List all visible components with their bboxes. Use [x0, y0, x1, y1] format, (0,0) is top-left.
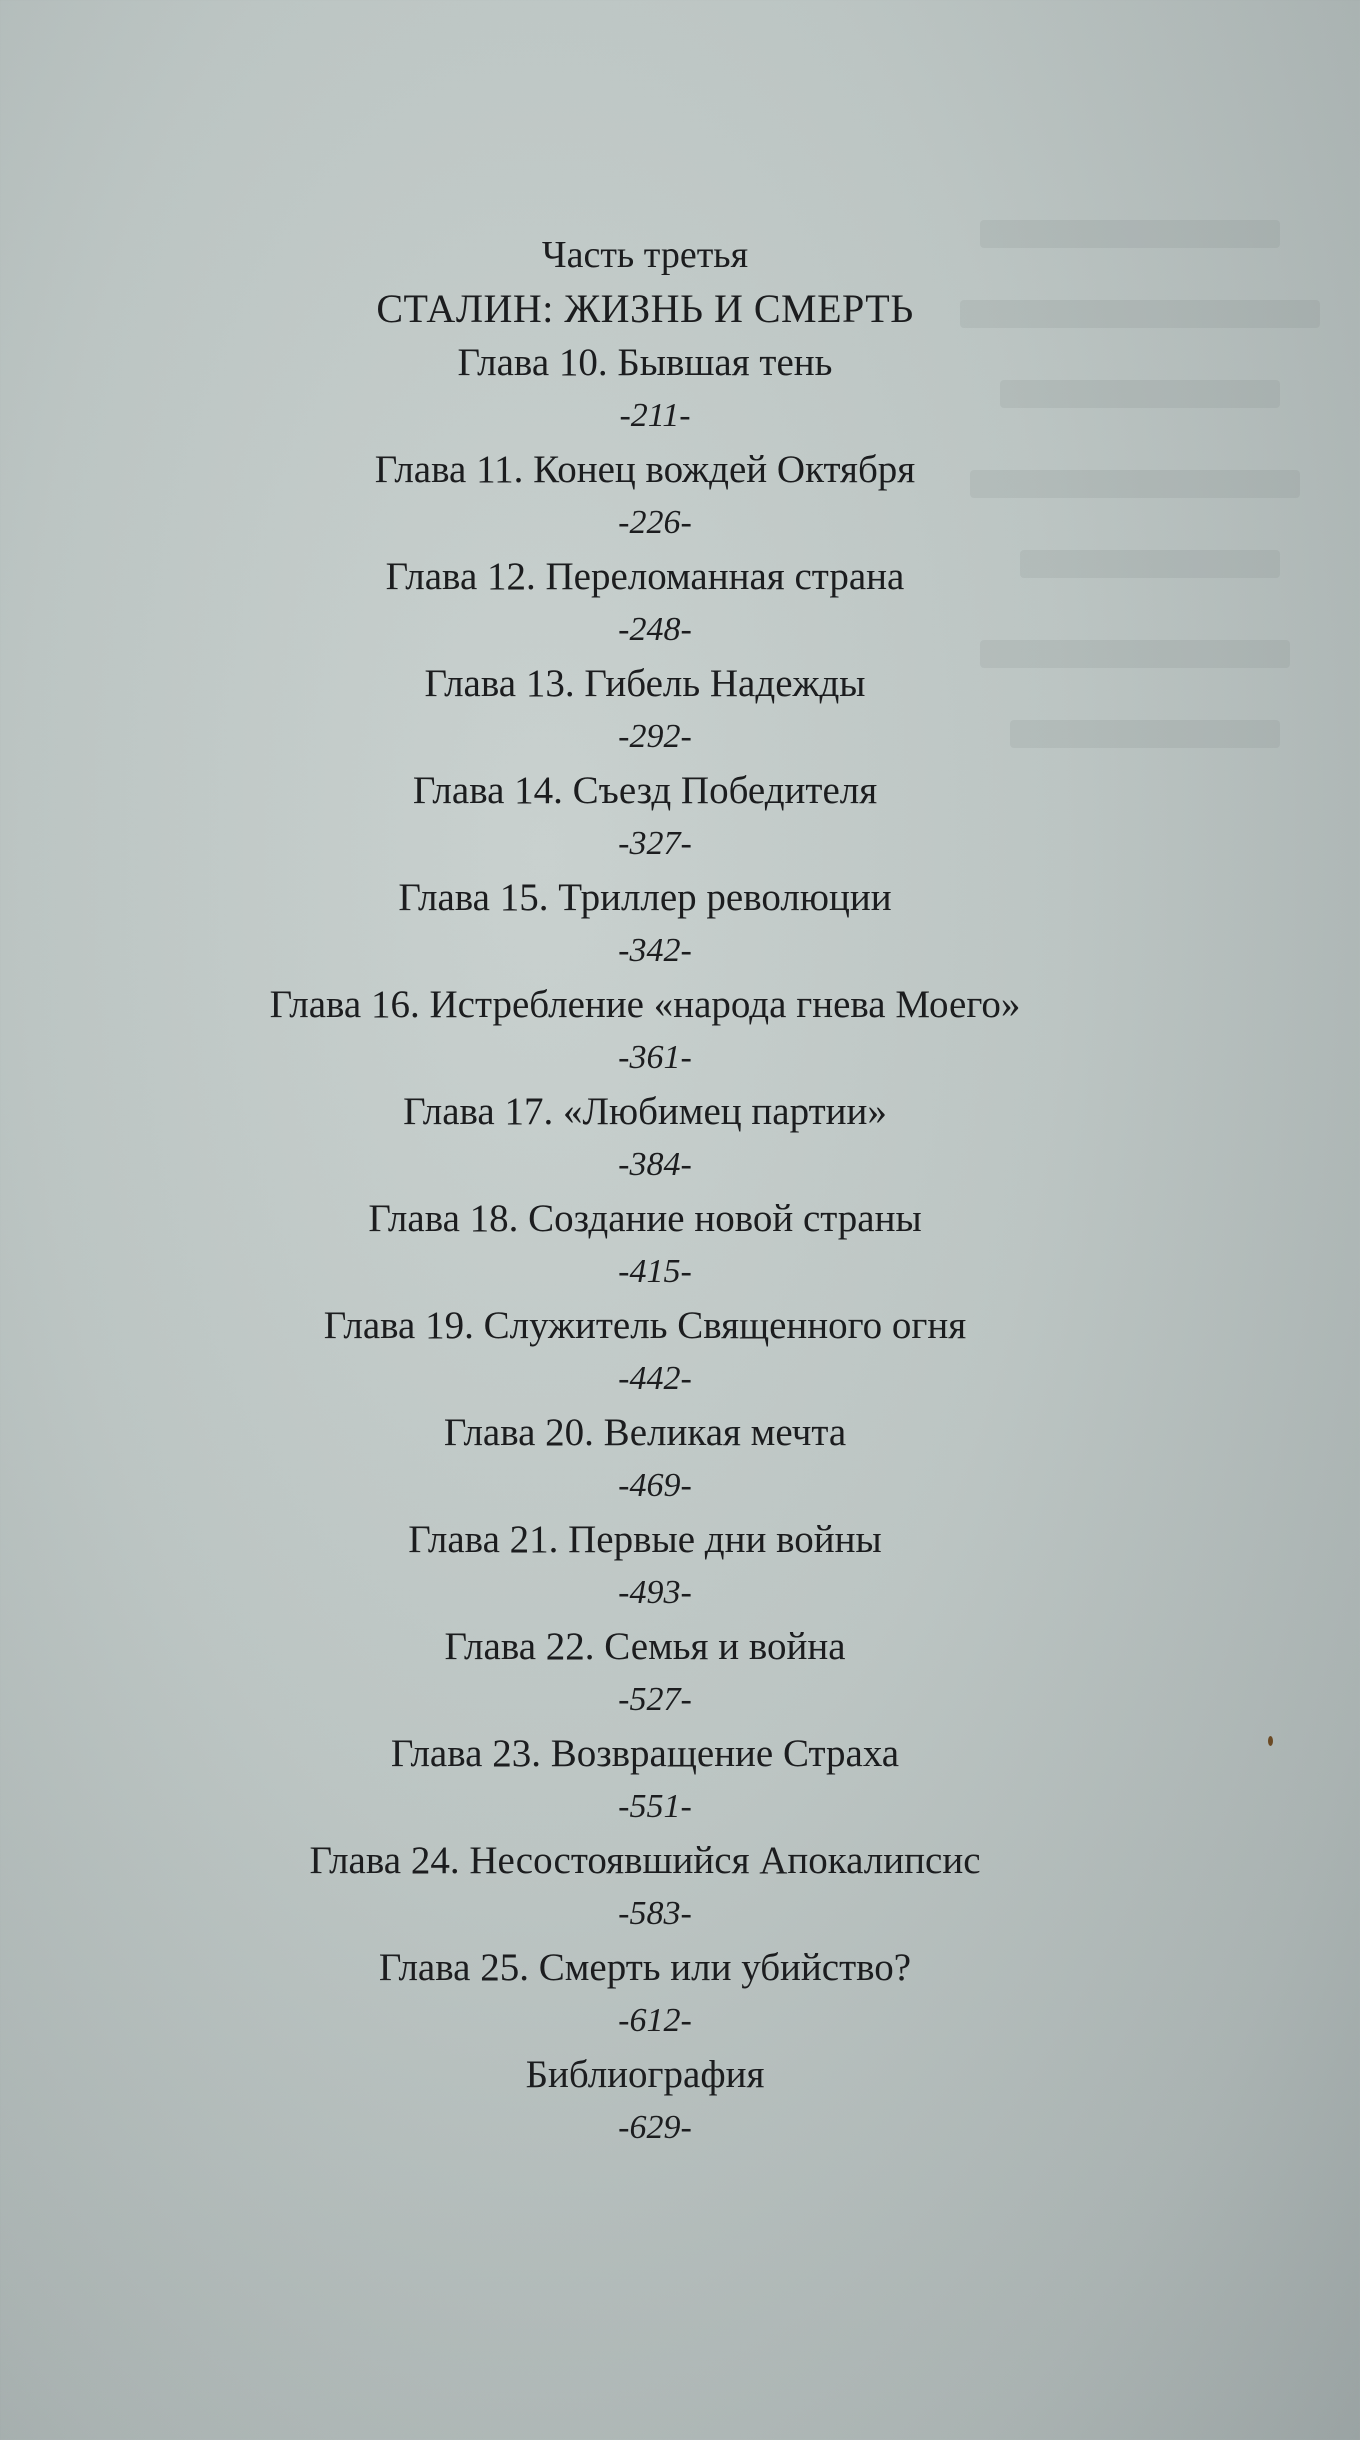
- toc-entry-title: Глава 13. Гибель Надежды: [424, 662, 866, 705]
- toc-entry-title: Глава 10. Бывшая тень: [457, 341, 833, 384]
- toc-entry-page: -226-: [618, 504, 692, 541]
- toc-entry-title: Глава 16. Истребление «народа гнева Моего»: [269, 983, 1021, 1026]
- toc-entry-title: Глава 17. «Любимец партии»: [403, 1090, 887, 1133]
- part-title: СТАЛИН: ЖИЗНЬ И СМЕРТЬ: [376, 286, 914, 331]
- toc-entry-page: -612-: [618, 2002, 692, 2039]
- toc-entry-title: Глава 19. Служитель Священного огня: [323, 1304, 967, 1347]
- toc-entry-page: -361-: [618, 1039, 692, 1076]
- toc-entry-page: -527-: [618, 1681, 692, 1718]
- toc-entry-page: -384-: [618, 1146, 692, 1183]
- toc-entry-title: Глава 20. Великая мечта: [443, 1411, 847, 1454]
- toc-entry-title: Глава 15. Триллер революции: [398, 876, 892, 919]
- toc-entry-title: Глава 24. Несостоявшийся Апокалипсис: [309, 1839, 981, 1882]
- toc-entry-page: -493-: [618, 1574, 692, 1611]
- toc-entry-title: Глава 25. Смерть или убийство?: [378, 1946, 912, 1989]
- part-label: Часть третья: [541, 234, 749, 276]
- toc-bibliography-title: Библиография: [525, 2053, 765, 2096]
- toc-entry-page: -342-: [618, 932, 692, 969]
- toc-entry-title: Глава 21. Первые дни войны: [408, 1518, 882, 1561]
- toc-entry-page: -292-: [618, 718, 692, 755]
- toc-entry-page: -415-: [618, 1253, 692, 1290]
- toc-entry-page: -551-: [618, 1788, 692, 1825]
- toc-entry-page: -327-: [618, 825, 692, 862]
- toc-entry-title: Глава 12. Переломанная страна: [385, 555, 905, 598]
- toc-entry-page: -442-: [618, 1360, 692, 1397]
- toc-bibliography-page: -629-: [618, 2109, 692, 2146]
- table-of-contents: [0, 228, 1360, 2155]
- toc-entry-title: Глава 14. Съезд Победителя: [412, 769, 878, 812]
- toc-entry-title: Глава 22. Семья и война: [444, 1625, 846, 1668]
- toc-entry-page: -211-: [619, 397, 691, 434]
- toc-entry-title: Глава 11. Конец вождей Октября: [374, 448, 916, 491]
- toc-entry-page: -248-: [618, 611, 692, 648]
- toc-entry-title: Глава 23. Возвращение Страха: [390, 1732, 900, 1775]
- toc-entry-page: -469-: [618, 1467, 692, 1504]
- toc-entry-page: -583-: [618, 1895, 692, 1932]
- toc-entry-title: Глава 18. Создание новой страны: [368, 1197, 922, 1240]
